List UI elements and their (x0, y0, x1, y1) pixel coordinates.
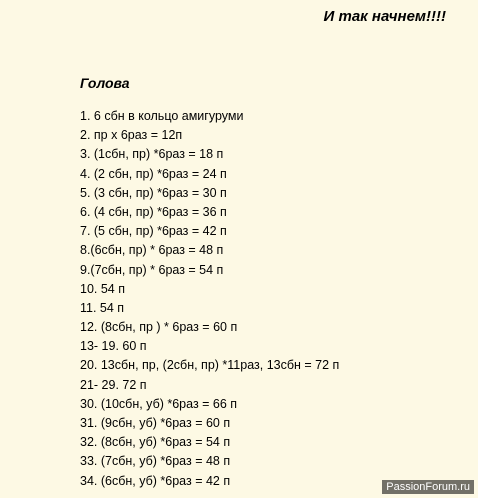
pattern-step: 1. 6 сбн в кольцо амигуруми (80, 109, 244, 123)
pattern-step: 8.(6сбн, пр) * 6раз = 48 п (80, 243, 224, 258)
pattern-step: 10. 54 п (80, 281, 125, 296)
pattern-step: 4. (2 сбн, пр) *6раз = 24 п (80, 166, 227, 181)
pattern-step: 7. (5 сбн, пр) *6раз = 42 п (80, 224, 227, 239)
pattern-step: 5. (3 сбн, пр) *6раз = 30 п (80, 185, 227, 200)
pattern-steps-list (80, 107, 339, 491)
pattern-step: 11. 54 п (80, 300, 125, 315)
section-title: Голова (80, 75, 130, 91)
pattern-step: 13- 19. 60 п (80, 339, 147, 354)
pattern-step: 6. (4 сбн, пр) *6раз = 36 п (80, 204, 227, 219)
pattern-step: 2. пр х 6раз = 12п (80, 128, 183, 143)
pattern-step: 20. 13сбн, пр, (2сбн, пр) *11раз, 13сбн = 72 п (80, 358, 340, 373)
pattern-step: 12. (8сбн, пр ) * 6раз = 60 п (80, 320, 238, 335)
pattern-step: 21- 29. 72 п (80, 377, 147, 392)
pattern-step: 30. (10сбн, уб) *6раз = 66 п (80, 396, 238, 411)
pattern-step: 31. (9сбн, уб) *6раз = 60 п (80, 416, 231, 430)
pattern-step: 33. (7сбн, уб) *6раз = 48 п (80, 454, 231, 469)
pattern-step: 9.(7сбн, пр) * 6раз = 54 п (80, 262, 224, 277)
pattern-step: 34. (6сбн, уб) *6раз = 42 п (80, 473, 231, 488)
pattern-step: 32. (8сбн, уб) *6раз = 54 п (80, 435, 231, 450)
pattern-step: 3. (1сбн, пр) *6раз = 18 п (80, 147, 224, 162)
watermark: PassionForum.ru (382, 480, 474, 494)
page-heading: И так начнем!!!! (323, 8, 446, 25)
